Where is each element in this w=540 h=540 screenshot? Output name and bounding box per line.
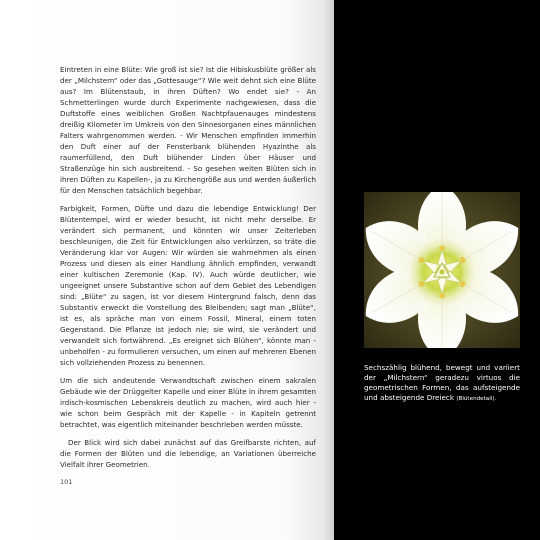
caption-detail: (Blütendetail).	[456, 396, 497, 402]
milchstern-flower-image	[364, 192, 520, 348]
paragraph-3: Um die sich andeutende Verwandtschaft zwischen einem sakralen Gebäude wie der Drüggelter Kapelle und einer Blüte in ihrem gesamten irdisch-kosmischen Lebenskreis deutlich zu machen, wird auch hier - wie schon beim Gespräch mit der Kapelle - in Kapiteln getrennt betrachtet, was eigentlich miteinander beschrieben werden müsste.	[60, 376, 316, 429]
body-text	[60, 64, 316, 477]
paragraph-2: Farbigkeit, Formen, Düfte und dazu die lebendige Entwicklung! Der Blütentempel, wird er wieder besucht, ist nicht mehr derselbe. Er verändert sich permanent, und könnten wir unser Zeiterleben beschleunigen, die Zeit für Entwicklungen also verkürzen, so träte die Veränderung klar vor Augen: Wir würden sie wahrnehmen als einen Prozess und diesen als einer Handlung ähnlich empfinden, verwandt einer kultischen Zeremonie (Kap. IV). Auch würde deutlicher, wie ungeeignet unsere Substantive schon auf dem Gebiet des Lebendigen sind: „Blüte“ zu sagen, ist vor diesem Hintergrund falsch, denn das Substantiv erweckt die Vorstellung des Bleibenden; sagt man „Blüte“, ist es, als spräche man von einem Fossil, Mineral, einem toten Gegenstand. Die Pflanze ist jedoch nie; sie wird, sie verändert und verwandelt sich fortwährend. „Es ereignet sich Blühen“, könnte man - unbeholfen - zu formulieren versuchen, um einen auf mehreren Ebenen sich vollziehenden Prozess zu benennen.	[60, 204, 316, 367]
paragraph-4: Der Blick wird sich dabei zunächst auf das Greifbarste richten, auf die Formen der Blüten und die lebendige, an Variationen überreiche Vielfalt ihrer Geometrien.	[60, 438, 316, 469]
photo-caption	[364, 363, 520, 404]
paragraph-1: Eintreten in eine Blüte: Wie groß ist sie? Ist die Hibiskusblüte größer als der „Milchstern“ oder das „Gottesauge“? Wie weit dehnt sich eine Blüte aus? Im Blütenstaub, in ihren Düften? Wo endet sie? - An Schmetterlingen wurde durch Experimente nachgewiesen, dass die Duftstoffe eines weiblichen Großen Nachtpfauenauges mindestens dreißig Kilometer im Umkreis von den Sinnesorganen eines männlichen Falters wahrgenommen werden. - Wir Menschen empfinden immerhin den Duft einer auf der Fensterbank blühenden Hyazinthe als raumerfüllend, den Duft blühender Linden über Häuser und Straßenzüge hin sich ausbreitend. - So gesehen weiten Blüten sich in ihren Düften zu Kapellen-, ja zu Kirchengröße aus und werden äußerlich für den Menschen tatsächlich begehbar.	[60, 65, 316, 195]
flower-photo	[364, 192, 520, 348]
caption-text: Sechszählig blühend, bewegt und variiert der „Milchstern“ geradezu virtuos die geometrischen Formen, das aufsteigende und absteigende Dreieck	[364, 363, 520, 402]
page-number: 101	[60, 478, 73, 486]
